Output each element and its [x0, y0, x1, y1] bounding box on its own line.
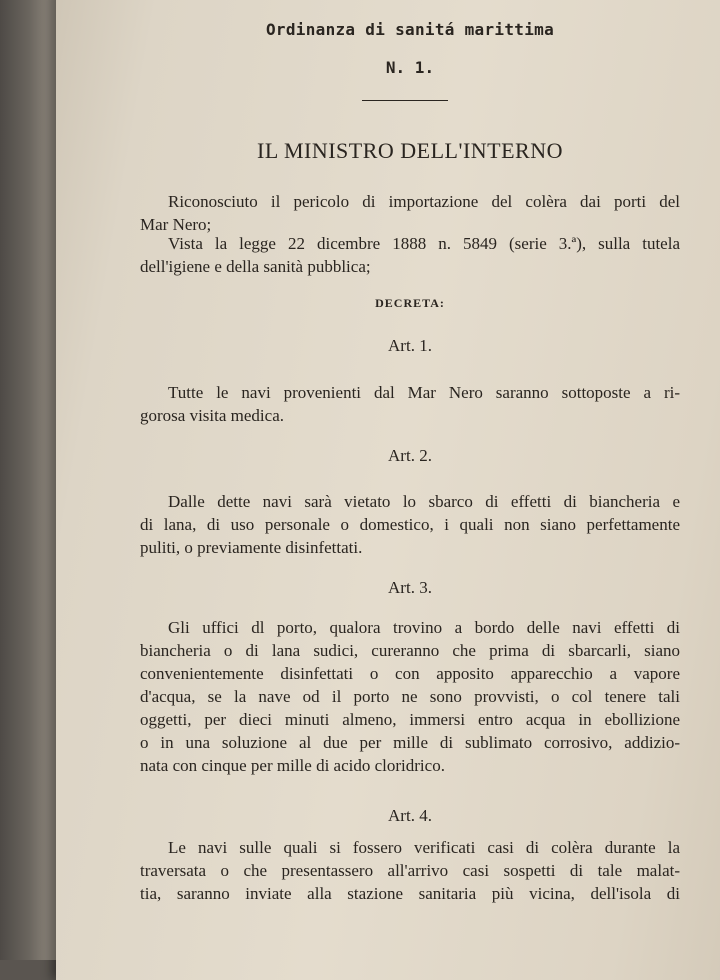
ordinance-number: N. 1. [385, 58, 435, 77]
text-line: nata con cinque per mille di acido cloridrico. [140, 756, 445, 775]
article-text [140, 490, 680, 559]
minister-heading: IL MINISTRO DELL'INTERNO [257, 138, 563, 163]
text-line: Mar Nero; [140, 215, 212, 234]
text-line: dell'igiene e della sanità pubblica; [140, 257, 371, 276]
text-line: gorosa visita medica. [140, 406, 284, 425]
article-label: Art. 3. [388, 578, 432, 597]
page-content [140, 0, 680, 950]
preamble-paragraph [140, 190, 680, 236]
text-line: Gli uffici dl porto, qualora trovino a bordo delle navi effetti di [168, 618, 680, 637]
title-rule [362, 100, 448, 101]
article-text [140, 616, 680, 777]
text-line: traversata o che presentassero all'arrivo casi sospetti di tale malat- [140, 861, 680, 880]
article-label: Art. 1. [388, 336, 432, 355]
text-line: di lana, di uso personale o domestico, i quali non siano perfettamente [140, 515, 680, 534]
text-line: Le navi sulle quali si fossero verificati casi di colèra durante la [168, 838, 680, 857]
decreta-label: DECRETA: [375, 296, 445, 310]
article-label: Art. 2. [388, 446, 432, 465]
text-line: biancheria o di lana sudici, cureranno che prima di sbarcarli, siano [140, 641, 680, 660]
text-line: tia, saranno inviate alla stazione sanitaria più vicina, dell'isola di [140, 884, 680, 903]
text-line: oggetti, per dieci minuti almeno, immersi entro acqua in ebollizione [140, 710, 680, 729]
book-page [56, 0, 720, 980]
text-line: puliti, o previamente disinfettati. [140, 538, 363, 557]
text-line: Tutte le navi provenienti dal Mar Nero saranno sottoposte a ri- [168, 383, 680, 402]
text-line: d'acqua, se la nave od il porto ne sono provvisti, o col tenere tali [140, 687, 680, 706]
article-label: Art. 4. [388, 806, 432, 825]
text-line: Dalle dette navi sarà vietato lo sbarco di effetti di biancheria e [168, 492, 680, 511]
text-line: convenientemente disinfettati o con apposito apparecchio a vapore [140, 664, 680, 683]
text-line: Riconosciuto il pericolo di importazione del colèra dai porti del [168, 192, 680, 211]
text-line: o in una soluzione al due per mille di sublimato corrosivo, addizio- [140, 733, 680, 752]
ordinance-title: Ordinanza di sanitá marittima [265, 20, 555, 39]
book-gutter [0, 0, 64, 960]
preamble-paragraph [140, 232, 680, 278]
article-text [140, 381, 680, 427]
article-text [140, 836, 680, 905]
text-line: Vista la legge 22 dicembre 1888 n. 5849 (serie 3.ª), sulla tutela [168, 234, 680, 253]
